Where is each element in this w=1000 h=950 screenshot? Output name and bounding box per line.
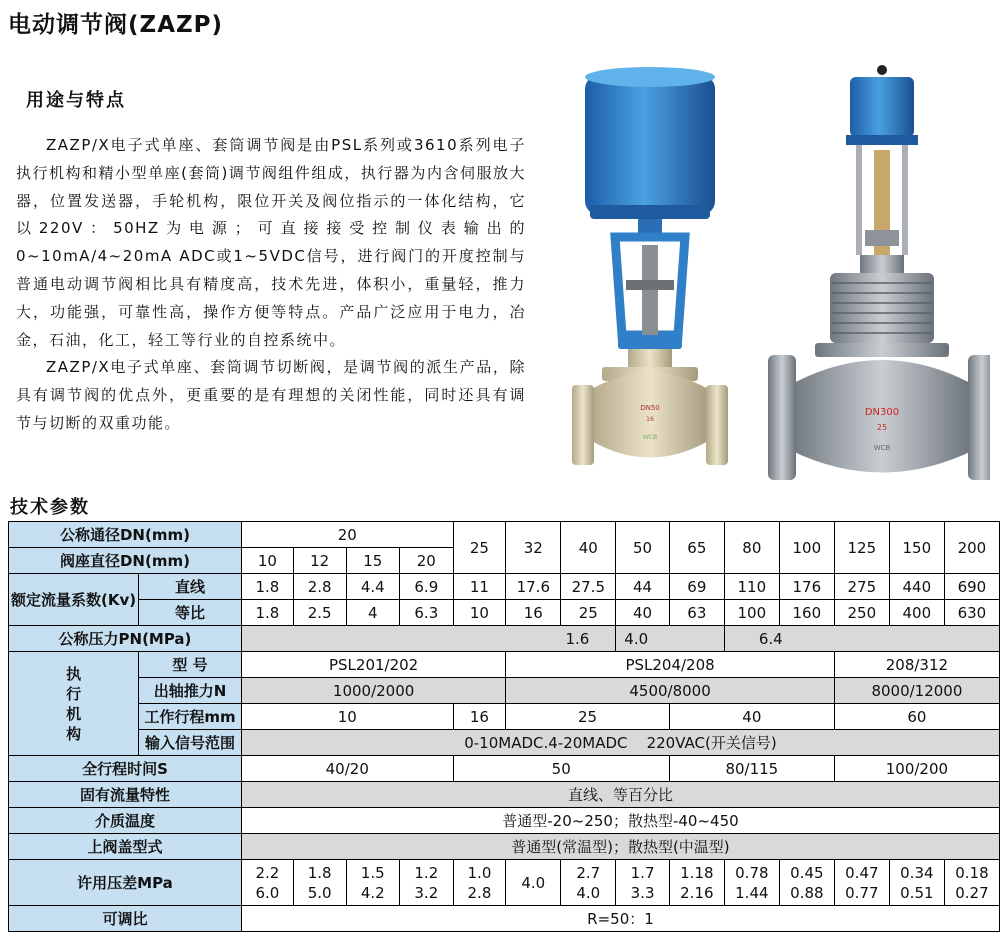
ratio-label: 可调比 <box>9 906 242 932</box>
dp-bottom: 0.88 <box>790 883 824 902</box>
stroke-cell: 40 <box>669 704 834 730</box>
right-valve-mark-dn: DN300 <box>864 407 900 418</box>
dp-cell <box>506 860 561 906</box>
kv-equal-cell: 10 <box>453 600 506 626</box>
left-valve-mark-dn: DN50 <box>640 404 660 412</box>
stroke-cell: 16 <box>453 704 506 730</box>
kv-linear-cell: 275 <box>834 574 889 600</box>
right-valve-image <box>768 65 990 480</box>
stroke-cell: 60 <box>834 704 999 730</box>
stroke-cell: 25 <box>506 704 670 730</box>
kv-linear-cell: 1.8 <box>241 574 293 600</box>
dp-top: 1.0 <box>467 863 492 882</box>
dp-cell <box>561 860 616 906</box>
seat-cell: 20 <box>400 548 454 574</box>
dp-cell <box>241 860 293 906</box>
dp-top: 0.78 <box>735 863 769 882</box>
kv-linear-cell: 176 <box>779 574 834 600</box>
spec-table <box>8 521 1000 932</box>
dp-bottom: 0.51 <box>900 883 934 902</box>
dn-cell: 80 <box>724 522 779 574</box>
dp-cell <box>724 860 779 906</box>
time-cell: 40/20 <box>241 756 453 782</box>
model-cell: 208/312 <box>834 652 999 678</box>
kv-equal-cell: 160 <box>779 600 834 626</box>
pn-cell: 1.6 <box>241 626 615 652</box>
kv-linear-label: 直线 <box>139 574 242 600</box>
time-cell: 50 <box>453 756 669 782</box>
section-title-usage: 用途与特点 <box>26 90 126 111</box>
dn-cell: 40 <box>561 522 616 574</box>
kv-linear-cell: 44 <box>616 574 670 600</box>
kv-equal-cell: 2.5 <box>293 600 346 626</box>
thrust-cell: 1000/2000 <box>241 678 505 704</box>
intro-text <box>16 132 526 438</box>
left-valve-mark-pn: 16 <box>646 416 654 423</box>
dp-top: 1.2 <box>414 863 439 882</box>
signal-cell: 0-10MADC.4-20MADC 220VAC(开关信号) <box>241 730 999 756</box>
stroke-label: 工作行程mm <box>139 704 242 730</box>
time-cell: 100/200 <box>834 756 999 782</box>
dp-top: 1.5 <box>360 863 385 882</box>
kv-equal-cell: 63 <box>669 600 724 626</box>
dn-20-cell: 20 <box>241 522 453 548</box>
dp-top: 1.8 <box>307 863 332 882</box>
kv-equal-cell: 16 <box>506 600 561 626</box>
thrust-cell: 8000/12000 <box>834 678 999 704</box>
dp-cell <box>616 860 670 906</box>
intro-paragraph-2: ZAZP/X电子式单座、套筒调节切断阀，是调节阀的派生产品，除具有调节阀的优点外，更重要的是有理想的关闭性能，同时还具有调节与切断的双重功能。 <box>16 358 526 432</box>
time-cell: 80/115 <box>669 756 834 782</box>
dn-cell: 32 <box>506 522 561 574</box>
dp-bottom: 3.2 <box>414 883 439 902</box>
flow-char-cell: 直线、等百分比 <box>241 782 999 808</box>
page-title: 电动调节阀(ZAZP) <box>8 12 224 38</box>
left-valve-image <box>572 67 728 465</box>
kv-linear-cell: 2.8 <box>293 574 346 600</box>
model-label: 型 号 <box>139 652 242 678</box>
kv-equal-label: 等比 <box>139 600 242 626</box>
time-label: 全行程时间S <box>9 756 242 782</box>
seat-cell: 12 <box>293 548 346 574</box>
kv-linear-cell: 690 <box>944 574 999 600</box>
kv-equal-cell: 25 <box>561 600 616 626</box>
dn-cell: 200 <box>944 522 999 574</box>
dp-cell <box>779 860 834 906</box>
dp-cell <box>669 860 724 906</box>
dn-cell: 125 <box>834 522 889 574</box>
kv-linear-cell: 17.6 <box>506 574 561 600</box>
right-valve-mark-pn: 25 <box>876 423 888 432</box>
kv-label: 额定流量系数(Kv) <box>9 574 139 626</box>
dp-top: 0.34 <box>900 863 934 882</box>
actuator-label-text: 执行机构 <box>66 664 82 743</box>
dp-cell <box>944 860 999 906</box>
kv-equal-cell: 400 <box>889 600 944 626</box>
kv-equal-cell: 630 <box>944 600 999 626</box>
dp-cell <box>834 860 889 906</box>
thrust-label: 出轴推力N <box>139 678 242 704</box>
kv-equal-cell: 40 <box>616 600 670 626</box>
kv-linear-cell: 11 <box>453 574 506 600</box>
kv-linear-cell: 6.9 <box>400 574 454 600</box>
dp-cell <box>889 860 944 906</box>
model-cell: PSL204/208 <box>506 652 835 678</box>
dp-cell <box>293 860 346 906</box>
thrust-cell: 4500/8000 <box>506 678 835 704</box>
dp-bottom: 5.0 <box>307 883 332 902</box>
intro-paragraph-1: ZAZP/X电子式单座、套筒调节阀是由PSL系列或3610系列电子执行机构和精小型单座(套筒)调节阀组件组成，执行器为内含伺服放大器，位置发送器，手轮机构，限位开关及阀位指示的一体化结构，它以220V：50HZ为电源；可直接接受控制仪表输出的0~10mA/4~20mA ADC或1~5VDC信号，进行阀门的开度控制与普通电动调节阀相比具有精度高，技术先进，体积小，重量轻，推力大，功能强，可靠性高，操作方便等特点。产品广泛应用于电力，冶金，石油，化工，轻工等行业的自控系统中。 <box>16 136 526 349</box>
kv-linear-cell: 110 <box>724 574 779 600</box>
dp-bottom: 4.0 <box>521 873 546 892</box>
dn-cell: 50 <box>616 522 670 574</box>
dp-cell <box>400 860 454 906</box>
dp-top: 1.18 <box>680 863 714 882</box>
signal-label: 输入信号范围 <box>139 730 242 756</box>
dp-top: 1.7 <box>630 863 655 882</box>
seat-cell: 15 <box>346 548 400 574</box>
kv-linear-cell: 440 <box>889 574 944 600</box>
valve-photos <box>560 55 990 485</box>
seat-cell: 10 <box>241 548 293 574</box>
dp-top: 0.45 <box>790 863 824 882</box>
dp-bottom: 2.8 <box>467 883 492 902</box>
left-valve-mark-mat: WCB <box>642 434 658 441</box>
dn-label: 公称通径DN(mm) <box>9 522 242 548</box>
dp-bottom: 4.2 <box>360 883 385 902</box>
dn-cell: 150 <box>889 522 944 574</box>
dp-bottom: 0.27 <box>955 883 989 902</box>
right-valve-mark-mat: WCB <box>873 444 891 452</box>
dp-top: 0.47 <box>845 863 879 882</box>
dp-top: 2.7 <box>576 863 601 882</box>
bonnet-label: 上阀盖型式 <box>9 834 242 860</box>
pn-cell: 6.4 <box>724 626 999 652</box>
dn-cell: 25 <box>453 522 506 574</box>
dp-bottom: 4.0 <box>576 883 601 902</box>
kv-linear-cell: 69 <box>669 574 724 600</box>
kv-linear-cell: 4.4 <box>346 574 400 600</box>
dp-bottom: 0.77 <box>845 883 879 902</box>
dn-cell: 65 <box>669 522 724 574</box>
flow-char-label: 固有流量特性 <box>9 782 242 808</box>
dp-top: 0.18 <box>955 863 989 882</box>
dp-cell <box>346 860 400 906</box>
dp-bottom: 6.0 <box>255 883 280 902</box>
kv-equal-cell: 1.8 <box>241 600 293 626</box>
kv-equal-cell: 4 <box>346 600 400 626</box>
actuator-label <box>9 652 139 756</box>
kv-linear-cell: 27.5 <box>561 574 616 600</box>
temp-cell: 普通型-20~250；散热型-40~450 <box>241 808 999 834</box>
dp-label: 许用压差MPa <box>9 860 242 906</box>
kv-equal-cell: 6.3 <box>400 600 454 626</box>
dp-bottom: 3.3 <box>630 883 655 902</box>
temp-label: 介质温度 <box>9 808 242 834</box>
kv-equal-cell: 100 <box>724 600 779 626</box>
pn-label: 公称压力PN(MPa) <box>9 626 242 652</box>
dp-bottom: 1.44 <box>735 883 769 902</box>
stroke-cell: 10 <box>241 704 453 730</box>
bonnet-cell: 普通型(常温型)；散热型(中温型) <box>241 834 999 860</box>
pn-cell: 4.0 <box>616 626 725 652</box>
dp-top: 2.2 <box>255 863 280 882</box>
dp-cell <box>453 860 506 906</box>
model-cell: PSL201/202 <box>241 652 505 678</box>
section-title-specs: 技术参数 <box>10 497 90 518</box>
kv-equal-cell: 250 <box>834 600 889 626</box>
dp-bottom: 2.16 <box>680 883 714 902</box>
dn-cell: 100 <box>779 522 834 574</box>
seat-label: 阀座直径DN(mm) <box>9 548 242 574</box>
ratio-cell: R=50：1 <box>241 906 999 932</box>
